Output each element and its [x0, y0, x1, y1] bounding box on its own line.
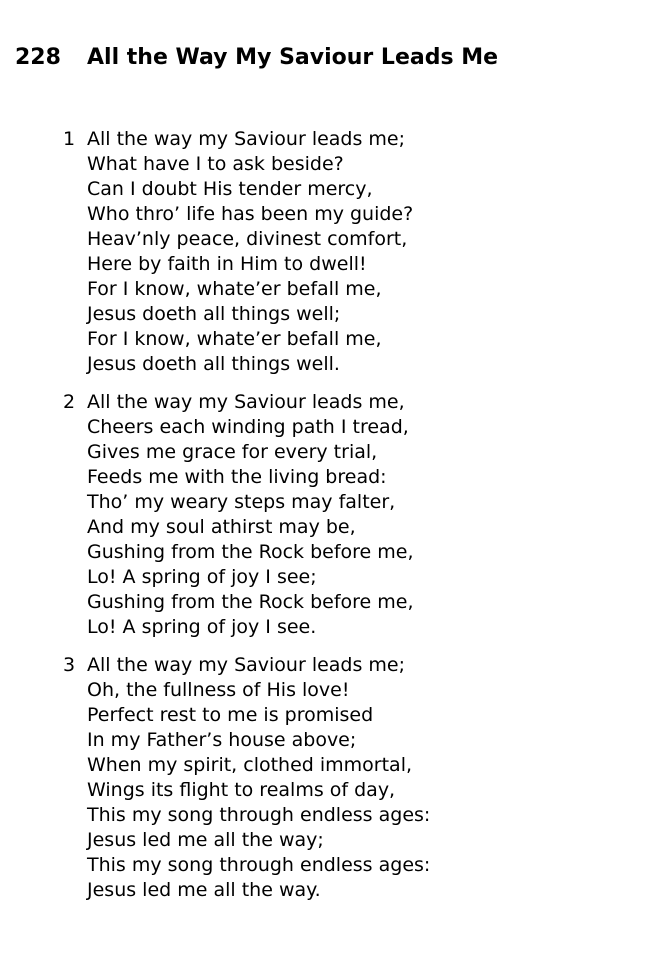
- verse-line: Jesus doeth all things well;: [87, 303, 341, 325]
- verse-line: This my song through endless ages:: [87, 854, 431, 876]
- verse-line: Lo! A spring of joy I see;: [87, 566, 317, 588]
- verse-line: Gives me grace for every trial,: [87, 441, 378, 463]
- verse-line: This my song through endless ages:: [87, 804, 431, 826]
- verse-number: 1: [63, 128, 76, 150]
- verse-line: In my Father’s house above;: [87, 729, 357, 751]
- verse-line: Who thro’ life has been my guide?: [87, 203, 414, 225]
- verse-line: Wings its flight to realms of day,: [87, 779, 396, 801]
- verse-number: 2: [63, 391, 76, 413]
- verse-line: Jesus doeth all things well.: [87, 353, 340, 375]
- verse-line: When my spirit, clothed immortal,: [87, 754, 413, 776]
- verse-lines: [0, 127, 658, 377]
- verse-2: [0, 390, 658, 640]
- verse-line: Feeds me with the living bread:: [87, 466, 387, 488]
- hymn-title: All the Way My Saviour Leads Me: [87, 45, 499, 70]
- verse-number: 3: [63, 654, 76, 676]
- verse-line: For I know, whate’er befall me,: [87, 328, 382, 350]
- verse-lines: [0, 653, 658, 903]
- verse-1: [0, 127, 658, 377]
- verse-3: [0, 653, 658, 903]
- hymn-header: [15, 43, 498, 73]
- verse-line: Oh, the fullness of His love!: [87, 679, 350, 701]
- verse-line: All the way my Saviour leads me,: [87, 391, 405, 413]
- verse-line: Tho’ my weary steps may falter,: [87, 491, 396, 513]
- verses: [0, 127, 658, 916]
- verse-line: Jesus led me all the way.: [87, 879, 321, 901]
- verse-line: Gushing from the Rock before me,: [87, 591, 414, 613]
- verse-line: For I know, whate’er befall me,: [87, 278, 382, 300]
- verse-line: And my soul athirst may be,: [87, 516, 356, 538]
- verse-line: Cheers each winding path I tread,: [87, 416, 409, 438]
- verse-line: All the way my Saviour leads me;: [87, 128, 406, 150]
- verse-line: Heav’nly peace, divinest comfort,: [87, 228, 408, 250]
- verse-line: Gushing from the Rock before me,: [87, 541, 414, 563]
- verse-line: Can I doubt His tender mercy,: [87, 178, 373, 200]
- hymn-number: 228: [15, 45, 61, 70]
- verse-line: Perfect rest to me is promised: [87, 704, 374, 726]
- verse-line: All the way my Saviour leads me;: [87, 654, 406, 676]
- verse-lines: [0, 390, 658, 640]
- verse-line: What have I to ask beside?: [87, 153, 344, 175]
- verse-line: Here by faith in Him to dwell!: [87, 253, 367, 275]
- verse-line: Lo! A spring of joy I see.: [87, 616, 317, 638]
- verse-line: Jesus led me all the way;: [87, 829, 324, 851]
